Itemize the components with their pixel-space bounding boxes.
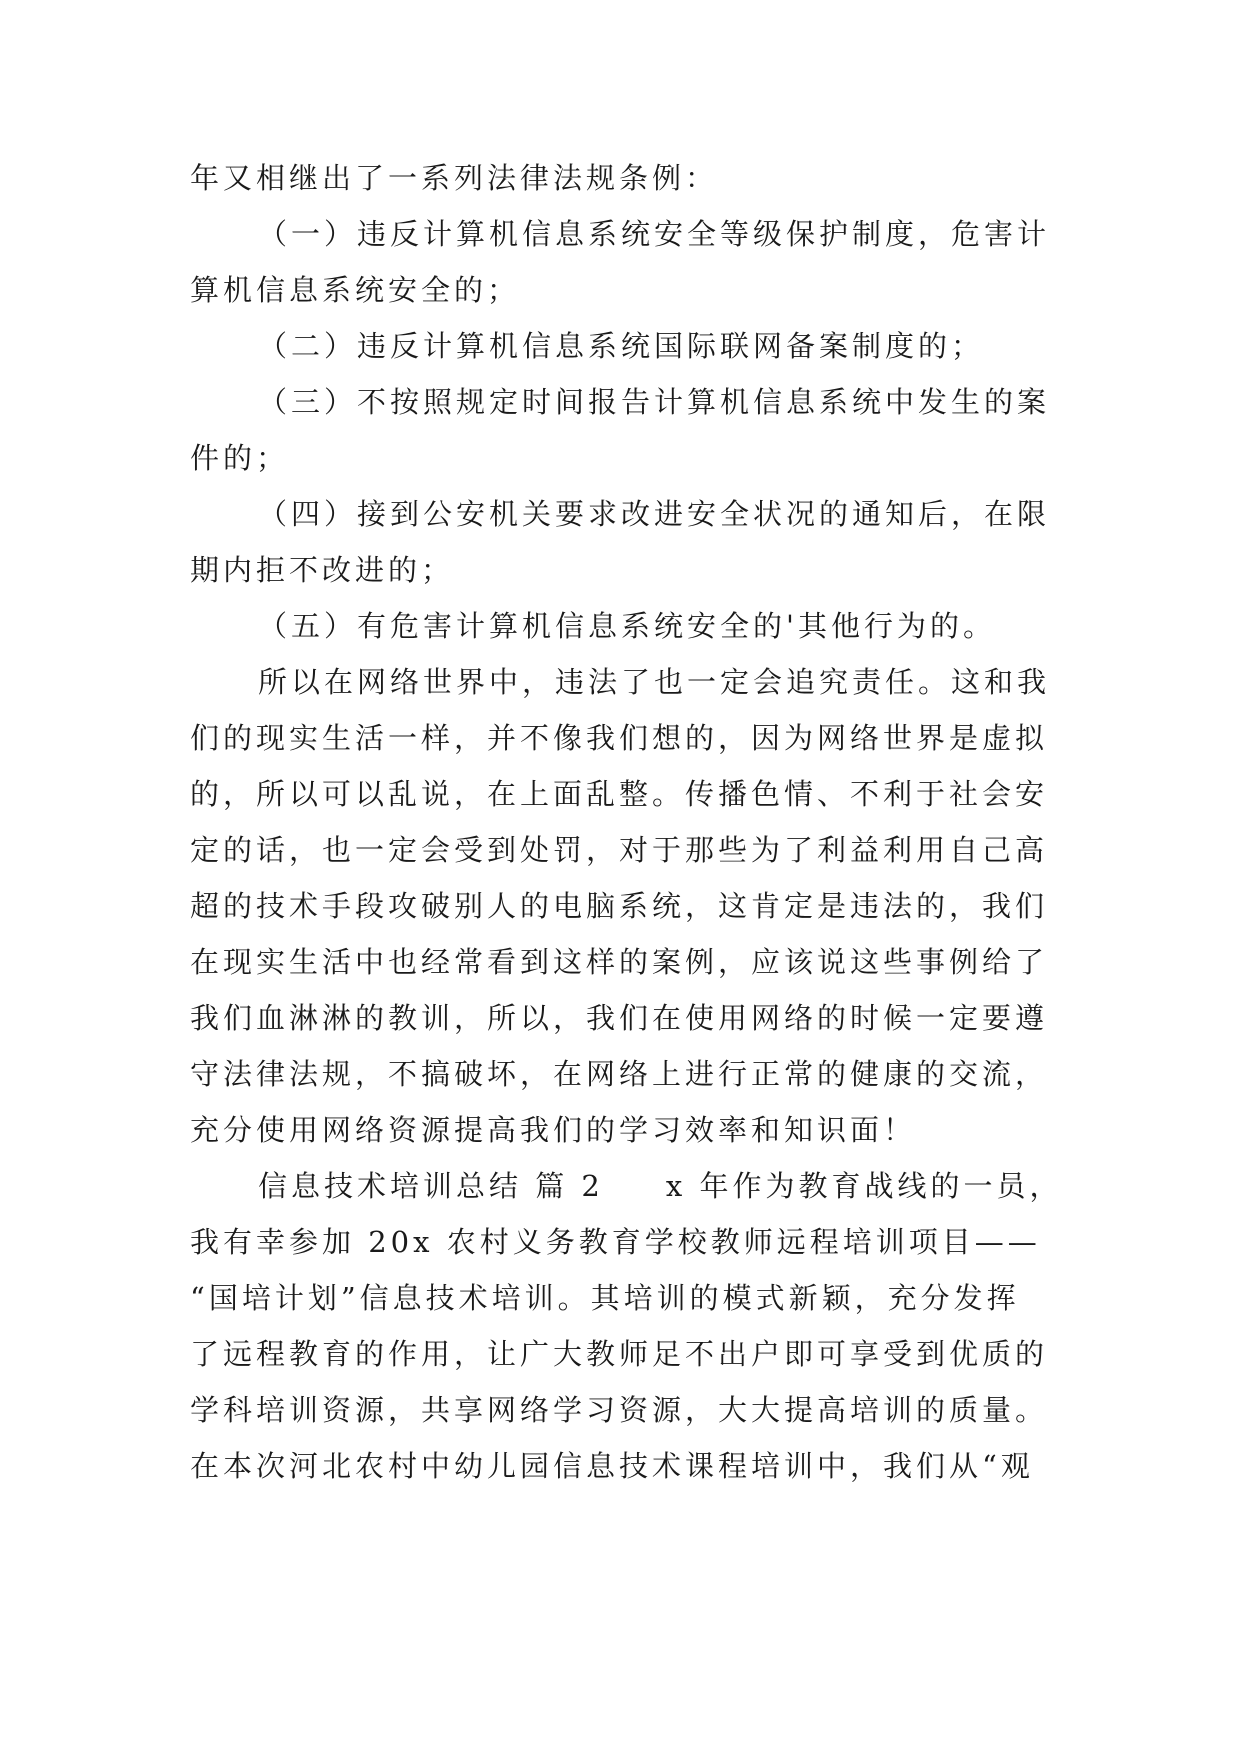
text-line-2: （一）违反计算机信息系统安全等级保护制度，危害计 (258, 217, 1051, 251)
text-line-22: 了远程教育的作用，让广大教师足不出户即可享受到优质的 (190, 1337, 1049, 1371)
text-line-18: 充分使用网络资源提高我们的学习效率和知识面！ (190, 1113, 917, 1147)
text-line-4: （二）违反计算机信息系统国际联网备案制度的； (258, 329, 985, 363)
text-line-7: （四）接到公安机关要求改进安全状况的通知后，在限 (258, 497, 1051, 531)
text-line-21: “国培计划”信息技术培训。其培训的模式新颖，充分发挥 (190, 1281, 1020, 1315)
text-line-23: 学科培训资源，共享网络学习资源，大大提高培训的质量。 (190, 1393, 1049, 1427)
section-first-line: x 年作为教育战线的一员， (665, 1169, 1063, 1203)
document-body (190, 150, 1070, 1494)
text-line-20: 我有幸参加 20x 农村义务教育学校教师远程培训项目—— (190, 1225, 1041, 1259)
section-heading: 信息技术培训总结 篇 2 (258, 1169, 604, 1203)
text-line-11: 们的现实生活一样，并不像我们想的，因为网络世界是虚拟 (190, 721, 1049, 755)
section-heading-line (190, 1158, 1070, 1214)
text-line-10: 所以在网络世界中，违法了也一定会追究责任。这和我 (258, 665, 1051, 699)
text-line-9: （五）有危害计算机信息系统安全的'其他行为的。 (258, 609, 996, 643)
text-line-17: 守法律法规，不搞破坏，在网络上进行正常的健康的交流， (190, 1057, 1049, 1091)
text-line-8: 期内拒不改进的； (190, 553, 455, 587)
text-line-6: 件的； (190, 441, 290, 475)
text-line-15: 在现实生活中也经常看到这样的案例，应该说这些事例给了 (190, 945, 1049, 979)
text-line-5: （三）不按照规定时间报告计算机信息系统中发生的案 (258, 385, 1051, 419)
text-line-14: 超的技术手段攻破别人的电脑系统，这肯定是违法的，我们 (190, 889, 1049, 923)
text-line-24: 在本次河北农村中幼儿园信息技术课程培训中，我们从“观 (190, 1449, 1034, 1483)
text-line-16: 我们血淋淋的教训，所以，我们在使用网络的时候一定要遵 (190, 1001, 1049, 1035)
text-line-13: 定的话，也一定会受到处罚，对于那些为了利益利用自己高 (190, 833, 1049, 867)
text-line-1: 年又相继出了一系列法律法规条例： (190, 161, 719, 195)
text-line-12: 的，所以可以乱说，在上面乱整。传播色情、不利于社会安 (190, 777, 1049, 811)
text-line-3: 算机信息系统安全的； (190, 273, 521, 307)
